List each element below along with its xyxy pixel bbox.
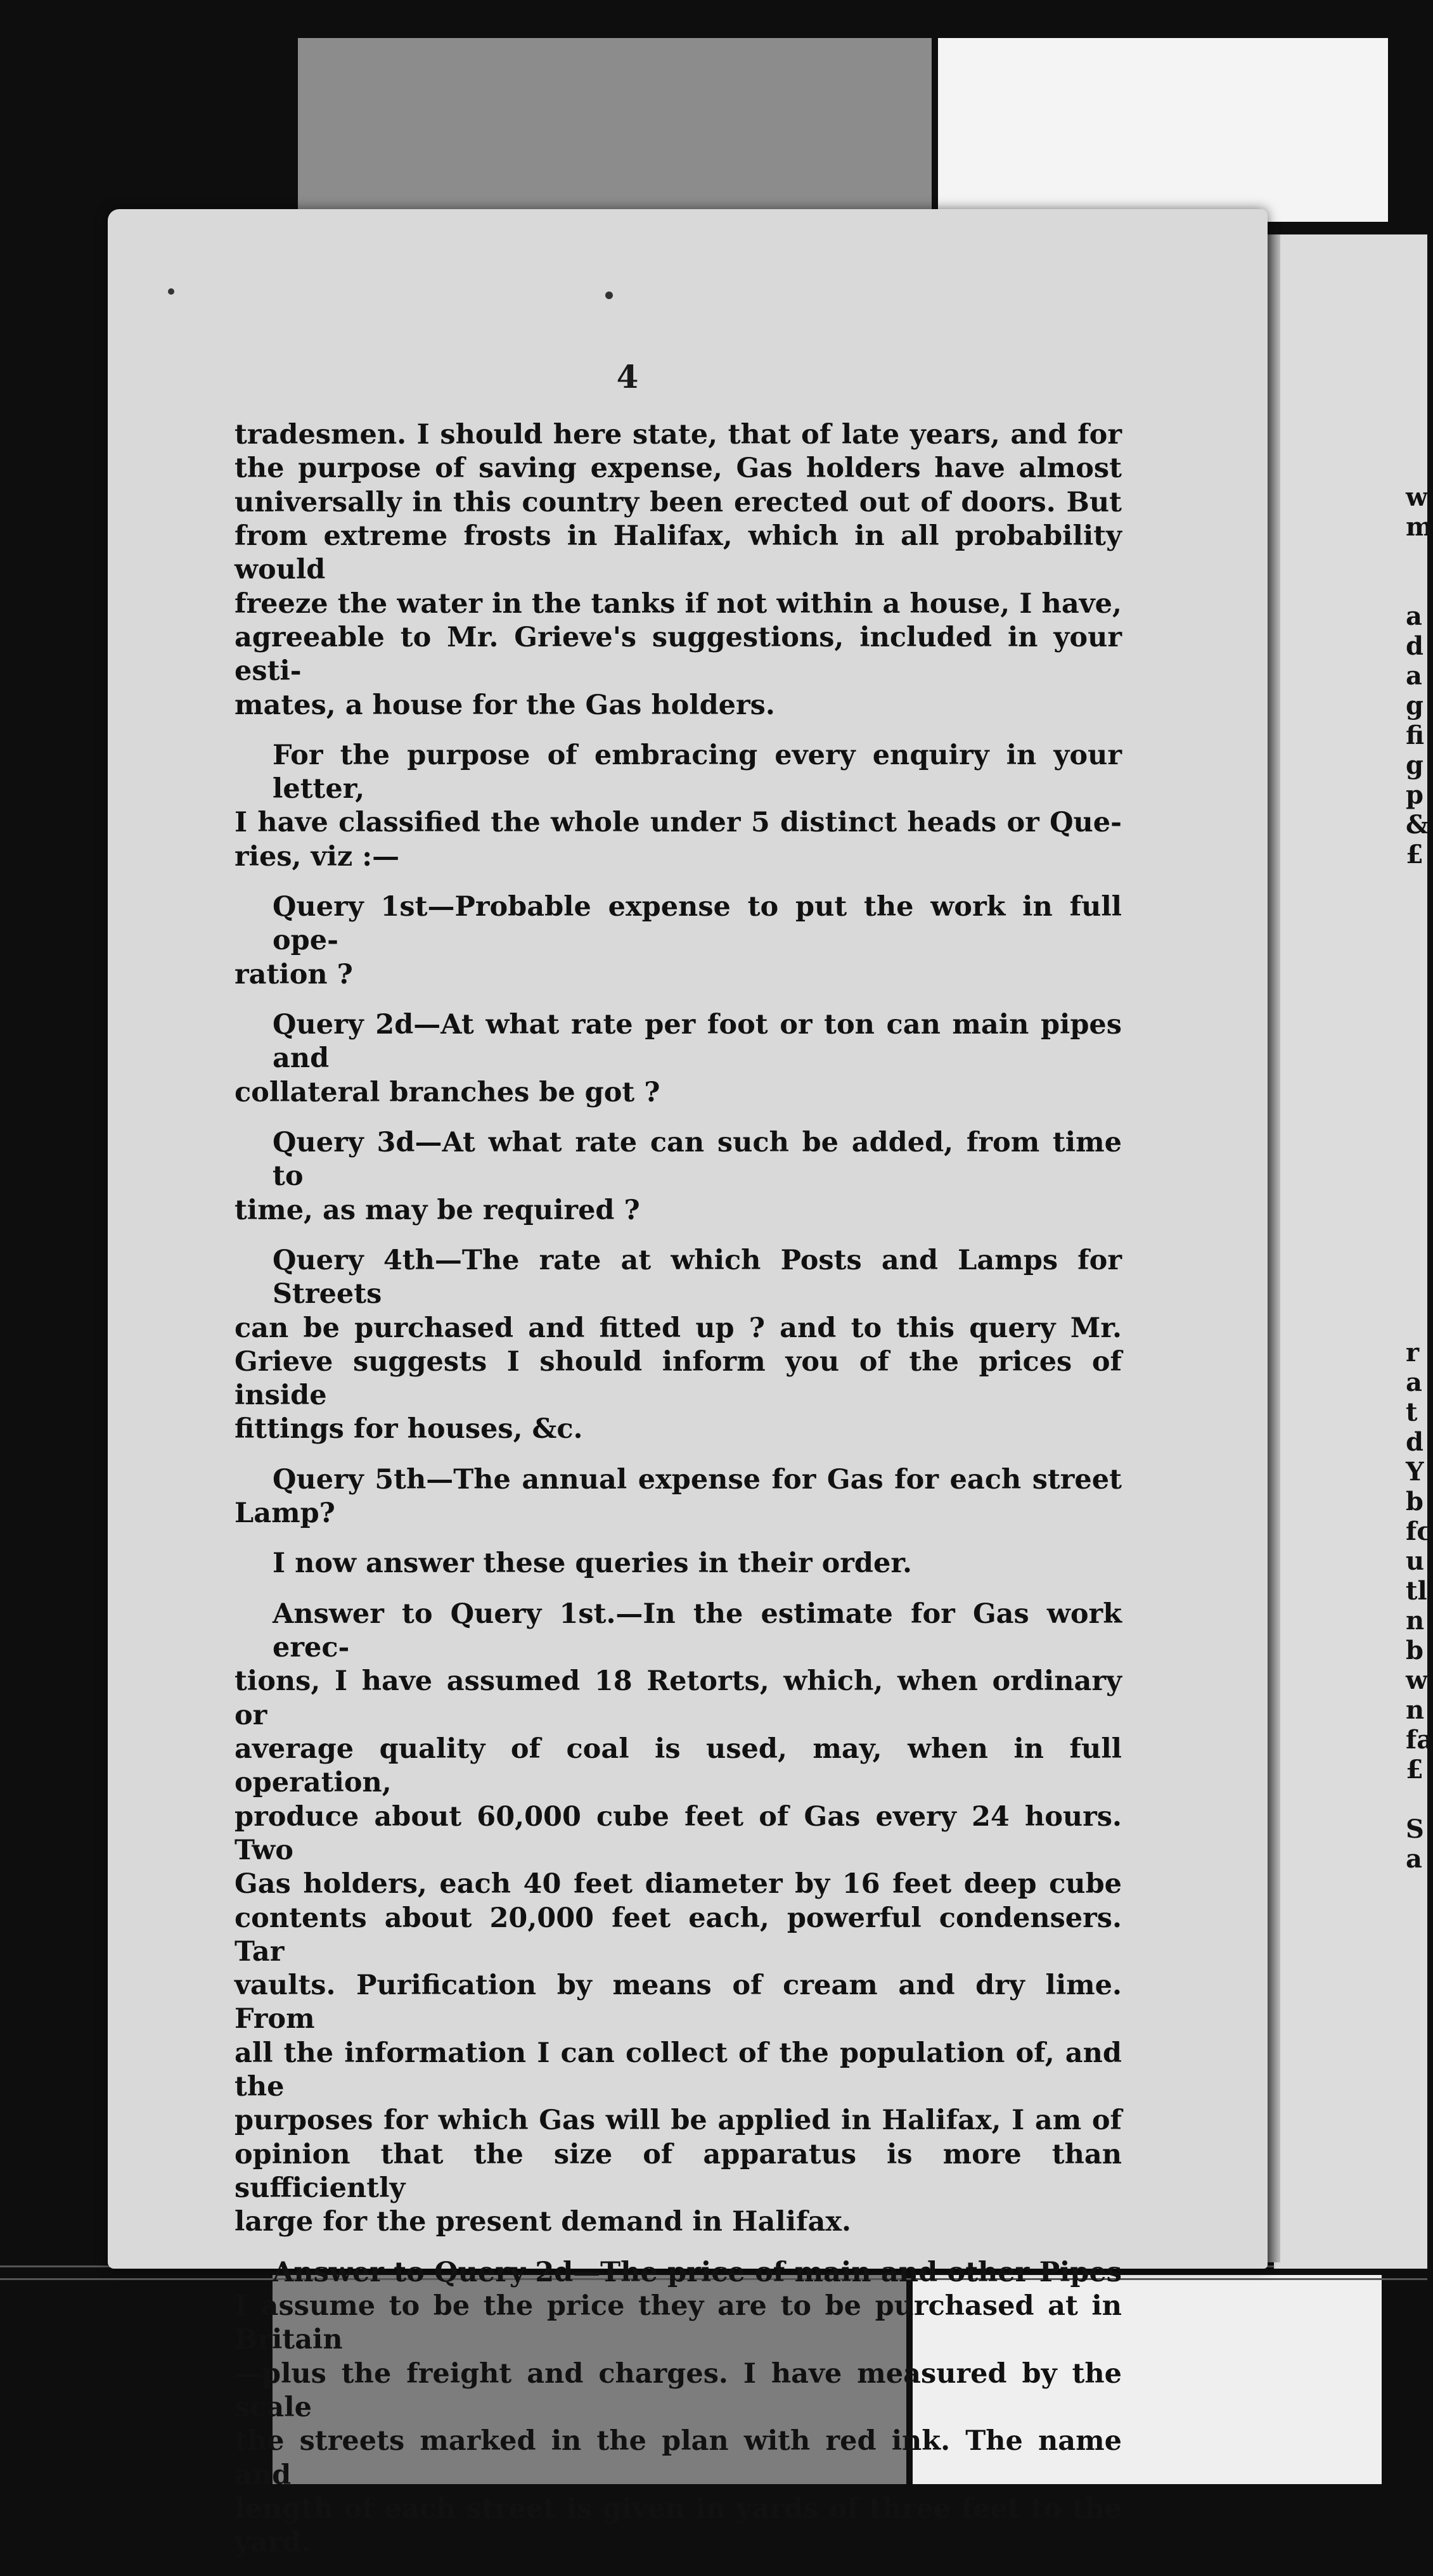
text-line: Lamp? [235,1497,335,1530]
text-line: ration ? [235,958,353,990]
facing-page-fragment [1406,1784,1431,1814]
paragraph [235,890,1122,992]
text-line: the purpose of saving expense, Gas holders have almost [235,452,1122,485]
scan-background-top-left [298,38,932,222]
facing-page-fragment: Y [1406,1457,1424,1487]
text-line: from extreme frosts in Halifax, which in all probability would [235,520,1122,586]
text-line: Query 2d—At what rate per foot or ton can main pipes and [273,1009,1122,1075]
facing-page-fragment: fc [1406,1516,1432,1546]
facing-page-fragment: g [1406,691,1423,721]
text-line: Grieve suggests I should inform you of the prices of inside [235,1345,1122,1412]
text-line: Query 1st—Probable expense to put the work in full ope- [273,891,1122,957]
facing-page-fragment: u [1406,1546,1425,1576]
text-line: Gas holders, each 40 feet diameter by 16 feet deep cube [235,1868,1122,1900]
facing-page-fragment: S [1406,1814,1424,1844]
text-line: mates, a house for the Gas holders. [235,689,775,721]
text-line: contents about 20,000 feet each, powerful condensers. Tar [235,1902,1122,1968]
facing-page [1274,234,1427,2269]
document-page [108,209,1268,2559]
facing-page-fragment: m [1406,512,1433,542]
text-line: Query 3d—At what rate can such be added, from time to [273,1126,1122,1193]
text-line: yard. [235,2527,311,2559]
text-line: vaults. Purification by means of cream and dry lime. From [235,1970,1122,2035]
text-line: all the information I can collect of the population of, and the [235,2037,1122,2103]
text-line: Answer to Query 1st.—In the estimate for Gas work erec- [273,1598,1122,1663]
text-line: large for the present demand in Halifax. [235,2206,852,2238]
facing-page-fragment: p [1406,780,1423,810]
page-number: 4 [616,358,639,395]
text-line: time, as may be required ? [235,1194,640,1226]
facing-page-text-upper [1406,482,1431,869]
facing-page-fragment: w [1406,482,1428,512]
paragraph [235,1008,1122,1110]
text-line: opinion that the size of apparatus is more than sufficiently [235,2138,1122,2204]
text-line: collateral branches be got ? [235,1076,660,1108]
text-line: produce about 60,000 cube feet of Gas every 24 hours. Two [235,1800,1122,1866]
facing-page-fragment: fi [1406,721,1425,750]
page-speck [168,288,174,295]
text-line: fittings for houses, &c. [235,1413,583,1445]
paragraph [235,1598,1122,2240]
text-line: average quality of coal is used, may, when in full operation, [235,1733,1122,1799]
facing-page-fragment: n [1406,1695,1425,1725]
text-line: ries, viz :— [235,840,400,873]
facing-page-fragment: n [1406,1606,1425,1636]
paragraph [235,1244,1122,1447]
facing-page-fragment: tl [1406,1576,1427,1606]
facing-page-text-lower [1406,1337,1431,1873]
facing-page-fragment: £ [1406,1755,1423,1785]
text-line: universally in this country been erected out of doors. But [235,486,1122,518]
text-line: —plus the freight and charges. I have measured by the scale [235,2357,1122,2423]
text-line: I have classified the whole under 5 distinct heads or Que- [235,807,1122,839]
text-line: Query 4th—The rate at which Posts and Lamps for Streets [273,1244,1122,1310]
text-line: freeze the water in the tanks if not within a house, I have, [235,587,1122,620]
facing-page-fragment: fa [1406,1725,1433,1755]
paragraph [235,418,1122,722]
paragraph [235,739,1122,874]
facing-page-fragment: t [1406,1397,1418,1427]
text-line: I assume to be the price they are to be purchased at in Britain [235,2290,1122,2356]
text-line: Query 5th—The annual expense for Gas for each street [273,1463,1122,1496]
facing-page-fragment: d [1406,1427,1423,1457]
page-speck [605,292,613,299]
facing-page-fragment: d [1406,631,1423,661]
facing-page-fragment: a [1406,661,1422,691]
paragraph [235,1547,1122,1580]
page-body-text [235,418,1122,2576]
text-line: the streets marked in the plan with red ink. The name and [235,2425,1122,2491]
facing-page-fragment: w [1406,1665,1428,1695]
text-line: tions, I have assumed 18 Retorts, which, when ordinary or [235,1665,1122,1731]
paragraph [235,1463,1122,1531]
facing-page-fragment: b [1406,1487,1423,1516]
facing-page-fragment: a [1406,1368,1422,1397]
scan-background-top-right [938,38,1388,222]
facing-page-fragment: b [1406,1636,1423,1665]
paragraph [235,1126,1122,1227]
facing-page-fragment: £ [1406,840,1423,869]
facing-page-fragment [1406,541,1431,571]
facing-page-fragment: a [1406,1844,1422,1874]
paragraph [235,2256,1122,2560]
facing-page-fragment: a [1406,601,1422,631]
text-line: For the purpose of embracing every enquiry in your letter, [273,739,1122,805]
facing-page-fragment: g [1406,750,1423,780]
text-line: I now answer these queries in their order. [273,1548,913,1580]
text-line: can be purchased and fitted up ? and to this query Mr. [235,1312,1122,1344]
text-line: agreeable to Mr. Grieve's suggestions, included in your esti- [235,621,1122,688]
text-line: Answer to Query 2d—The price of main and other Pipes [273,2256,1122,2288]
text-line: length of each street is given in yards of three feet to the [235,2492,1122,2525]
facing-page-fragment: r [1406,1338,1420,1368]
text-line: purposes for which Gas will be applied in Halifax, I am of [235,2105,1122,2137]
text-line: tradesmen. I should here state, that of late years, and for [235,419,1122,451]
facing-page-fragment [1406,571,1431,601]
facing-page-fragment: & [1406,810,1429,840]
